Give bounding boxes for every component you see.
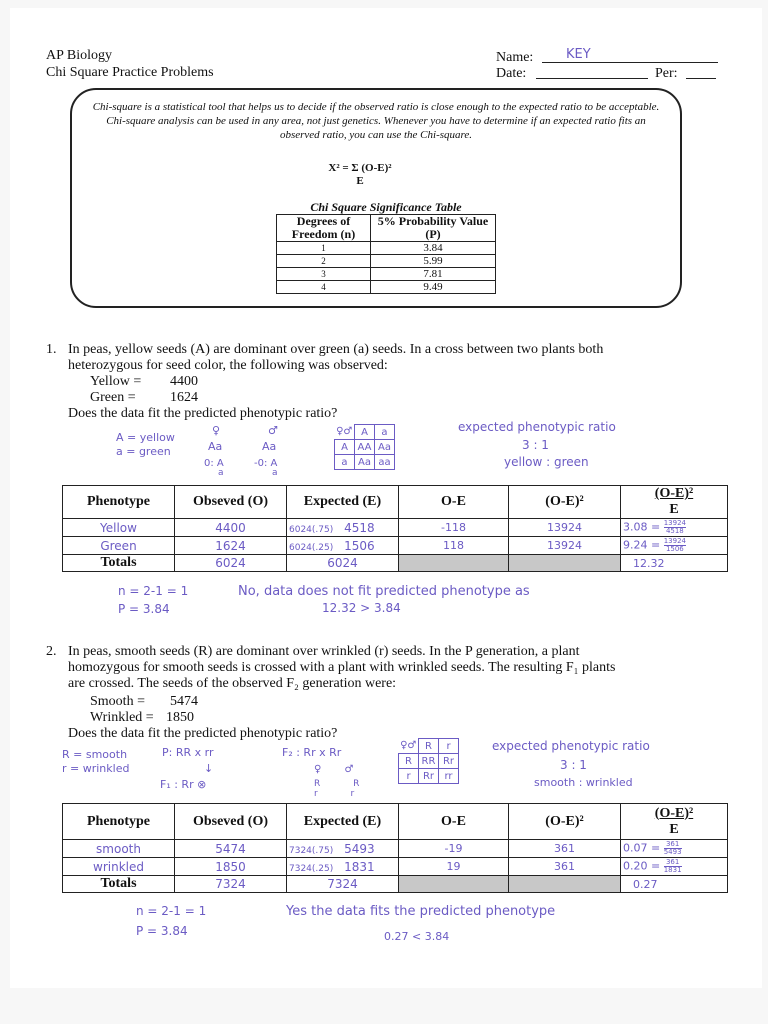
q1-hw-parent2: Aa xyxy=(262,440,277,453)
cell-oe: 19 xyxy=(399,858,509,876)
col-observed: Obseved (O) xyxy=(175,486,287,519)
cell-total-chi: 0.27 xyxy=(621,876,728,893)
sig-p: 7.81 xyxy=(371,268,496,281)
q2-hw-conclusion: Yes the data fits the predicted phenotype xyxy=(286,904,556,919)
q1-number: 1. xyxy=(46,342,57,357)
col-phenotype: Phenotype xyxy=(63,486,175,519)
punnett-header: r xyxy=(399,769,419,784)
q2-hw-f2-cross: F₂ : Rr x Rr xyxy=(282,746,342,759)
punnett-header: r xyxy=(439,739,459,754)
col-expected: Expected (E) xyxy=(287,804,399,840)
cell-chi xyxy=(621,840,728,858)
punnett-cell: Aa xyxy=(375,440,395,455)
q1-yellow-label: Yellow = xyxy=(90,374,142,389)
intro-text: Chi-square is a statistical tool that helps us to decide if the observed ratio is close enough to the expected ratio to be acceptable. Chi-square analysis can be used in any area, not just genetics. Whenever you have to determine if an expected ratio fits an observed ratio, you can use the Chi-square. xyxy=(92,101,660,141)
col-oe: O-E xyxy=(399,804,509,840)
cell-oe-squared: 13924 xyxy=(509,519,621,537)
formula-numerator: X² = Σ (O-E)² xyxy=(328,162,392,174)
q1-hw-gametes2: -0: A xyxy=(254,458,278,469)
chi-value: 0.20 = xyxy=(623,859,661,873)
col-chi xyxy=(621,804,728,840)
q1-hw-conclusion: No, data does not fit predicted phenotype as xyxy=(238,584,530,599)
q1-hw-gametes2b: a xyxy=(272,468,278,478)
cell-phenotype: smooth xyxy=(63,840,175,858)
frac-bottom: 1831 xyxy=(663,866,682,874)
chi-header-bottom: E xyxy=(669,821,679,837)
q1-punnett-square xyxy=(334,424,395,470)
cell-expected xyxy=(287,519,399,537)
q2-wrinkled-label: Wrinkled = xyxy=(90,710,154,725)
expected-value: 5493 xyxy=(344,841,375,856)
punnett-header: a xyxy=(335,455,355,470)
table-row xyxy=(277,281,496,294)
cell-observed: 4400 xyxy=(175,519,287,537)
significance-table xyxy=(276,214,496,294)
sig-n: 1 xyxy=(277,242,371,255)
date-label: Date: xyxy=(496,66,527,81)
expected-value: 1506 xyxy=(344,538,375,553)
q1-hw-ratio-phenotypes: yellow : green xyxy=(504,455,589,469)
period-label: Per: xyxy=(655,66,678,81)
calc-text: 7324(.75) xyxy=(289,845,334,856)
q2-smooth-value: 5474 xyxy=(170,694,198,709)
formula-denominator: E xyxy=(356,175,364,187)
punnett-cell: aa xyxy=(375,455,395,470)
worksheet-title: Chi Square Practice Problems xyxy=(46,65,214,80)
period-line xyxy=(686,78,716,79)
q1-green-label: Green = xyxy=(90,390,136,405)
punnett-cell: Rr xyxy=(419,769,439,784)
sig-p: 9.49 xyxy=(371,281,496,294)
q1-yellow-value: 4400 xyxy=(170,374,198,389)
q1-hw-male-icon: ♂ xyxy=(268,424,278,437)
q2-text-line2: homozygous for smooth seeds is crossed with a plant with wrinkled seeds. The resulting F₁ plants xyxy=(68,660,616,675)
col-oe-squared: (O-E)² xyxy=(509,486,621,519)
frac-top: 13924 xyxy=(663,519,686,527)
punnett-cell: Rr xyxy=(439,754,459,769)
punnett-cell: Aa xyxy=(355,455,375,470)
cell-total-observed: 7324 xyxy=(175,876,287,893)
cell-observed: 1624 xyxy=(175,537,287,555)
col-oe: O-E xyxy=(399,486,509,519)
cell-shaded xyxy=(399,876,509,893)
sig-p: 3.84 xyxy=(371,242,496,255)
q2-wrinkled-value: 1850 xyxy=(166,710,194,725)
calc-text: 6024(.75) xyxy=(289,524,334,535)
cell-chi xyxy=(621,519,728,537)
expected-value: 1831 xyxy=(344,859,375,874)
col-chi xyxy=(621,486,728,519)
q1-hw-ratio-label: expected phenotypic ratio xyxy=(458,420,616,434)
frac-top: 361 xyxy=(664,841,682,849)
q1-hw-ratio: 3 : 1 xyxy=(522,438,549,452)
cell-observed: 5474 xyxy=(175,840,287,858)
q2-text-line1: In peas, smooth seeds (R) are dominant over wrinkled (r) seeds. In the P generation, a plant xyxy=(68,644,580,659)
table-row xyxy=(63,840,728,858)
q1-hw-female-icon: ♀ xyxy=(212,424,221,437)
frac-bottom: 4518 xyxy=(665,527,684,535)
punnett-header: A xyxy=(355,425,375,440)
q2-number: 2. xyxy=(46,644,57,659)
cell-phenotype: wrinkled xyxy=(63,858,175,876)
cell-shaded xyxy=(509,876,621,893)
name-value: KEY xyxy=(566,47,591,62)
chi-value: 9.24 = xyxy=(623,538,661,552)
q2-hw-sex-symbols: ♀ ♂ xyxy=(314,764,354,775)
frac-bottom: 5493 xyxy=(663,848,682,856)
punnett-header: A xyxy=(335,440,355,455)
q2-text-line3: are crossed. The seeds of the observed F₂ generation were: xyxy=(68,676,397,691)
chi-header-top: (O-E)² xyxy=(654,486,694,501)
q1-hw-gametes1b: a xyxy=(218,468,224,478)
chi-value: 0.07 = xyxy=(623,841,661,855)
cell-total-observed: 6024 xyxy=(175,555,287,572)
q1-hw-parent1: Aa xyxy=(208,440,223,453)
q2-punnett-square xyxy=(398,738,459,784)
q1-hw-key1: A = yellow xyxy=(116,431,175,444)
q1-hw-degrees-freedom: n = 2-1 = 1 xyxy=(118,584,189,598)
q2-data-table xyxy=(62,803,728,893)
name-line xyxy=(542,62,718,63)
table-row xyxy=(63,876,728,893)
q2-hw-key2: r = wrinkled xyxy=(62,762,130,775)
cell-expected xyxy=(287,840,399,858)
cell-total-chi: 12.32 xyxy=(621,555,728,572)
cell-shaded xyxy=(399,555,509,572)
q2-hw-gametes1: R R xyxy=(314,779,360,789)
punnett-header: a xyxy=(375,425,395,440)
punnett-cell: AA xyxy=(355,440,375,455)
punnett-cell: RR xyxy=(419,754,439,769)
chi-header-top: (O-E)² xyxy=(654,805,694,821)
cell-phenotype: Green xyxy=(63,537,175,555)
sig-p: 5.99 xyxy=(371,255,496,268)
cell-total-expected: 6024 xyxy=(287,555,399,572)
q2-smooth-label: Smooth = xyxy=(90,694,145,709)
q2-hw-key1: R = smooth xyxy=(62,748,128,761)
name-label: Name: xyxy=(496,50,534,65)
calc-text: 6024(.25) xyxy=(289,542,334,553)
chi-square-formula xyxy=(320,162,400,188)
q1-text-line1: In peas, yellow seeds (A) are dominant over green (a) seeds. In a cross between two plants both xyxy=(68,342,604,357)
calc-text: 7324(.25) xyxy=(289,863,334,874)
cell-shaded xyxy=(509,555,621,572)
col-expected: Expected (E) xyxy=(287,486,399,519)
cell-total-expected: 7324 xyxy=(287,876,399,893)
sig-col-prob: 5% Probability Value (P) xyxy=(371,215,496,242)
cell-chi xyxy=(621,858,728,876)
cell-oe: -19 xyxy=(399,840,509,858)
punnett-corner: ♀♂ xyxy=(400,740,417,752)
col-phenotype: Phenotype xyxy=(63,804,175,840)
sig-col-dof: Degrees of Freedom (n) xyxy=(277,215,371,242)
cell-oe-squared: 361 xyxy=(509,840,621,858)
q2-hw-ratio-phenotypes: smooth : wrinkled xyxy=(534,776,633,789)
cell-expected xyxy=(287,858,399,876)
frac-top: 361 xyxy=(664,859,682,867)
cell-phenotype: Yellow xyxy=(63,519,175,537)
cell-oe-squared: 13924 xyxy=(509,537,621,555)
q1-hw-p-value: P = 3.84 xyxy=(118,602,170,616)
table-row xyxy=(277,268,496,281)
cell-expected xyxy=(287,537,399,555)
table-row xyxy=(63,555,728,572)
q2-hw-f1: F₁ : Rr ⊗ xyxy=(160,778,207,791)
expected-value: 4518 xyxy=(344,520,375,535)
punnett-cell: rr xyxy=(439,769,459,784)
q1-text-line2: heterozygous for seed color, the following was observed: xyxy=(68,358,388,373)
q1-question: Does the data fit the predicted phenotypic ratio? xyxy=(68,406,338,421)
cell-oe: 118 xyxy=(399,537,509,555)
col-observed: Obseved (O) xyxy=(175,804,287,840)
q1-data-table xyxy=(62,485,728,572)
chi-value: 3.08 = xyxy=(623,520,661,534)
sig-n: 4 xyxy=(277,281,371,294)
date-line xyxy=(536,78,648,79)
q2-question: Does the data fit the predicted phenotypic ratio? xyxy=(68,726,338,741)
table-row xyxy=(63,537,728,555)
q1-green-value: 1624 xyxy=(170,390,198,405)
course-title: AP Biology xyxy=(46,48,112,63)
q1-hw-gametes1: 0: A xyxy=(204,458,224,469)
q2-hw-comparison: 0.27 < 3.84 xyxy=(384,930,450,943)
q1-hw-key2: a = green xyxy=(116,445,171,458)
frac-bottom: 1506 xyxy=(665,545,684,553)
chi-header-bottom: E xyxy=(669,502,679,517)
cell-totals-label: Totals xyxy=(63,876,175,893)
significance-table-title: Chi Square Significance Table xyxy=(310,200,462,214)
frac-top: 13924 xyxy=(663,537,686,545)
q1-hw-comparison: 12.32 > 3.84 xyxy=(322,601,401,615)
cell-observed: 1850 xyxy=(175,858,287,876)
q2-hw-arrow: ↓ xyxy=(204,762,214,775)
q2-hw-degrees-freedom: n = 2-1 = 1 xyxy=(136,904,207,918)
q2-hw-parental-cross: P: RR x rr xyxy=(162,746,214,759)
q2-hw-gametes2: r r xyxy=(314,789,355,799)
q2-hw-ratio-label: expected phenotypic ratio xyxy=(492,739,650,753)
cell-oe: -118 xyxy=(399,519,509,537)
sig-n: 2 xyxy=(277,255,371,268)
table-row xyxy=(63,858,728,876)
table-row xyxy=(277,242,496,255)
table-row xyxy=(63,519,728,537)
punnett-header: R xyxy=(399,754,419,769)
cell-totals-label: Totals xyxy=(63,555,175,572)
punnett-corner: ♀♂ xyxy=(336,426,353,438)
q2-hw-ratio: 3 : 1 xyxy=(560,758,587,772)
table-row xyxy=(277,255,496,268)
sig-n: 3 xyxy=(277,268,371,281)
col-oe-squared: (O-E)² xyxy=(509,804,621,840)
cell-chi xyxy=(621,537,728,555)
cell-oe-squared: 361 xyxy=(509,858,621,876)
punnett-header: R xyxy=(419,739,439,754)
q2-hw-p-value: P = 3.84 xyxy=(136,924,188,938)
